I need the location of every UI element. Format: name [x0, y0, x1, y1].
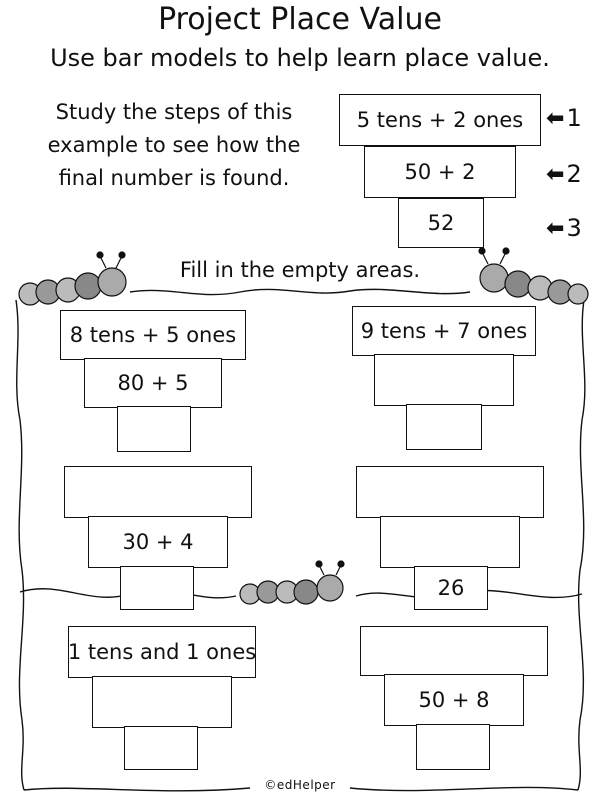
step-label: 2 [566, 160, 582, 188]
problem-1-top-bar[interactable]: 8 tens + 5 ones [60, 310, 246, 360]
intro-text: Study the steps of this example to see how the final number is found. [47, 100, 301, 190]
example-top-bar: 5 tens + 2 ones [339, 94, 541, 146]
page-title: Project Place Value [158, 2, 442, 37]
left-arrow-icon: ⬅ [546, 215, 565, 241]
step-marker-3 [546, 214, 582, 242]
caterpillar-icon [240, 561, 344, 604]
problem-4-bottom-bar[interactable]: 26 [414, 566, 488, 610]
instruction-text: Fill in the empty areas. [179, 258, 421, 282]
problem-2-middle-bar[interactable] [374, 354, 514, 406]
problem-5-bottom-bar[interactable] [124, 726, 198, 770]
problem-6-top-bar[interactable] [360, 626, 548, 676]
step-label: 3 [566, 214, 582, 242]
page-subtitle: Use bar models to help learn place value. [50, 44, 550, 72]
problem-5-top-bar[interactable]: 1 tens and 1 ones [68, 626, 256, 678]
problem-1-middle-bar[interactable]: 80 + 5 [84, 358, 222, 408]
frame-right-line [578, 300, 585, 790]
problem-4-top-bar[interactable] [356, 466, 544, 518]
copyright-footer: ©edHelper [264, 778, 336, 792]
problem-2-top-bar[interactable]: 9 tens + 7 ones [352, 306, 536, 356]
step-label: 1 [566, 104, 582, 132]
frame-top-line [130, 289, 470, 294]
problem-3-bottom-bar[interactable] [120, 566, 194, 610]
problem-6-middle-bar[interactable]: 50 + 8 [384, 674, 524, 726]
problem-3-middle-bar[interactable]: 30 + 4 [88, 516, 228, 568]
problem-2-bottom-bar[interactable] [406, 404, 482, 450]
step-marker-2 [546, 160, 582, 188]
left-arrow-icon: ⬅ [546, 161, 565, 187]
problem-6-bottom-bar[interactable] [416, 724, 490, 770]
frame-left-line [16, 300, 24, 790]
problem-3-top-bar[interactable] [64, 466, 252, 518]
example-middle-bar: 50 + 2 [364, 146, 516, 198]
example-bottom-bar: 52 [398, 198, 484, 248]
problem-5-middle-bar[interactable] [92, 676, 232, 728]
problem-1-bottom-bar[interactable] [117, 406, 191, 452]
step-marker-1 [546, 104, 582, 132]
problem-4-middle-bar[interactable] [380, 516, 520, 568]
left-arrow-icon: ⬅ [546, 105, 565, 131]
